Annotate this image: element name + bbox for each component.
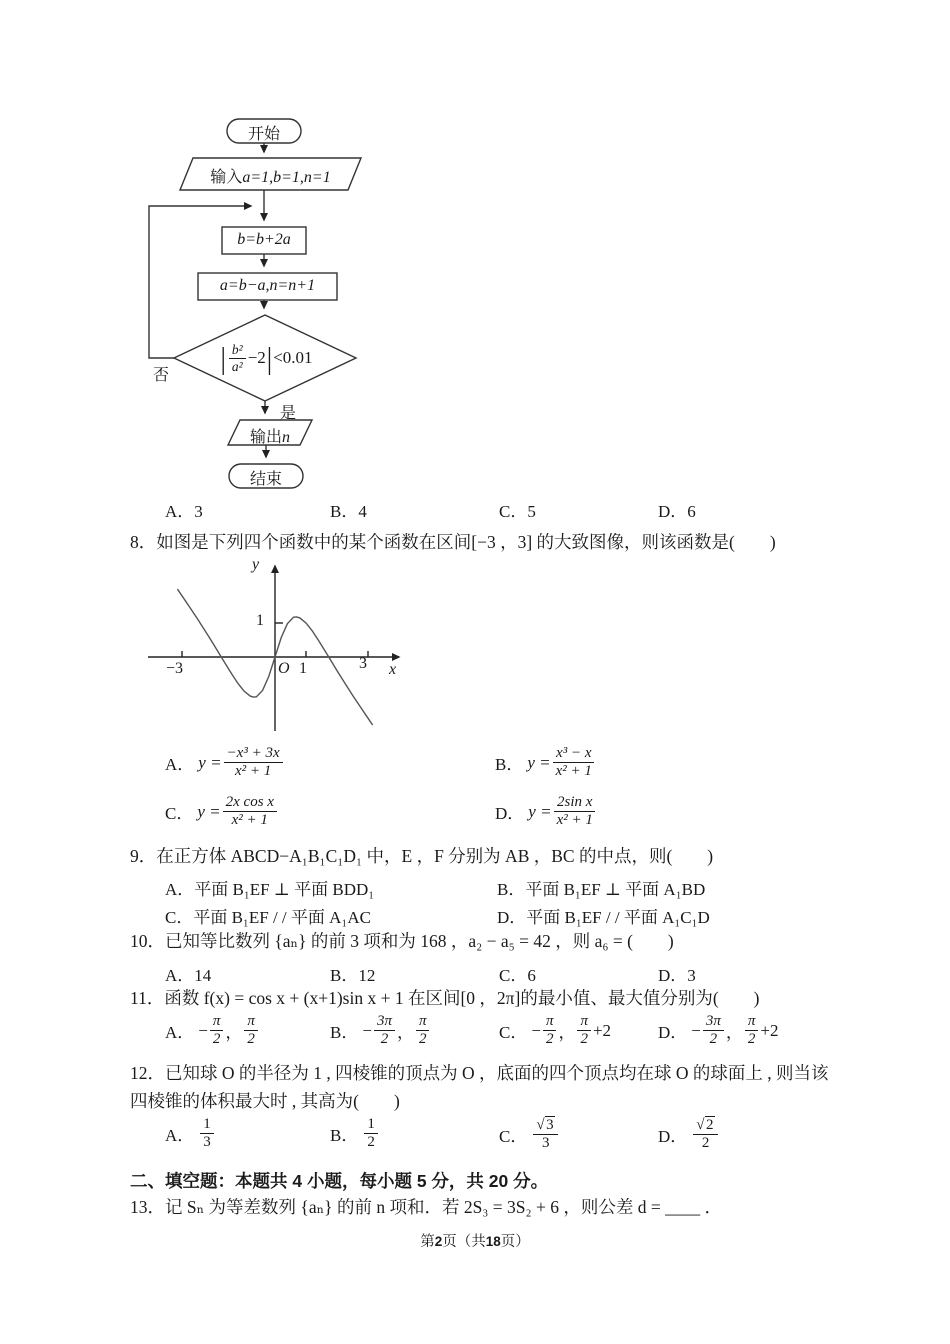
q11-c-den2: 2 bbox=[580, 1031, 588, 1048]
q13-stem: 13．记 Sₙ 为等差数列 {aₙ} 的前 n 项和．若 2S₃ = 3S₂ + 6 ，则公差 d = ____ ． bbox=[130, 1197, 722, 1217]
q11-d-num1: 3π bbox=[703, 1013, 724, 1031]
q12-c-radicand: 3 bbox=[546, 1117, 554, 1133]
q12-d-radicand: 2 bbox=[706, 1117, 714, 1133]
section2-title: 二、填空题：本题共 4 小题，每小题 5 分，共 20 分。 bbox=[130, 1171, 549, 1191]
q11-c-num1: π bbox=[543, 1013, 557, 1031]
q8-option-c bbox=[165, 794, 279, 830]
q7-option-a: A．3 bbox=[165, 502, 203, 521]
q10-option-c: C．6 bbox=[499, 966, 536, 985]
q9-option-c: C．平面 B₁EF / / 平面 A₁AC bbox=[165, 908, 371, 927]
q9-option-a: A．平面 B₁EF ⊥ 平面 BDD₁ bbox=[165, 880, 375, 899]
flowchart-step1-label: b=b+2a bbox=[237, 231, 291, 248]
cond-numerator: b² bbox=[229, 342, 246, 359]
abs-bar-right: | bbox=[266, 340, 273, 375]
q12-option-b-label: B． bbox=[330, 1126, 359, 1146]
q11-b-den2: 2 bbox=[418, 1031, 427, 1048]
q12-c-radical-sign: √ bbox=[536, 1117, 545, 1133]
q11-option-d-suffix: +2 bbox=[760, 1020, 779, 1040]
q8-option-a-den: x² + 1 bbox=[234, 763, 272, 780]
output-prefix: 输出 bbox=[249, 429, 282, 446]
q11-option-a-sign: − bbox=[198, 1020, 208, 1040]
q11-option-b-sign: − bbox=[362, 1020, 372, 1040]
q8-option-a-num: −x³ + 3x bbox=[224, 745, 283, 763]
q10-option-b: B．12 bbox=[330, 966, 376, 985]
q8-option-d bbox=[495, 794, 598, 830]
flowchart-condition bbox=[190, 334, 342, 382]
q12-stem-line2: 四棱锥的体积最大时 , 其高为( ) bbox=[130, 1091, 400, 1111]
q8-function-curve bbox=[177, 589, 372, 725]
q11-option-c-comma: ， bbox=[558, 1023, 576, 1043]
q11-option-c bbox=[499, 1013, 611, 1049]
q11-d-den2: 2 bbox=[747, 1031, 756, 1048]
q7-option-b: B．4 bbox=[330, 502, 367, 521]
q11-d-num2: π bbox=[745, 1013, 759, 1031]
flowchart-no-label: 否 bbox=[153, 367, 170, 384]
q7-option-d: D．6 bbox=[658, 502, 696, 521]
q11-stem: 11．函数 f(x) = cos x + (x+1)sin x + 1 在区间[0 ，2π]的最小值、最大值分别为( ) bbox=[130, 988, 760, 1008]
q10-option-d: D．3 bbox=[658, 966, 696, 985]
q8-option-b bbox=[495, 745, 597, 781]
q11-b-num2: π bbox=[416, 1013, 430, 1031]
q11-option-d-label: D． bbox=[658, 1023, 688, 1043]
output-math: n bbox=[282, 429, 290, 446]
q11-option-b bbox=[330, 1013, 431, 1049]
q11-c-den1: 2 bbox=[545, 1031, 554, 1048]
q8-stem: 8．如图是下列四个函数中的某个函数在区间[−3 ，3] 的大致图像，则该函数是( ) bbox=[130, 532, 776, 552]
q11-option-a bbox=[165, 1013, 260, 1049]
q11-option-d-sign: − bbox=[691, 1020, 701, 1040]
graph-tick-label-1: 1 bbox=[299, 660, 307, 677]
q8-option-b-den: x² + 1 bbox=[555, 763, 592, 780]
q11-option-a-comma: ， bbox=[225, 1023, 243, 1043]
q11-option-d-comma: ， bbox=[725, 1023, 743, 1043]
footer-text-2: 页（共 bbox=[442, 1234, 486, 1250]
q12-b-den: 2 bbox=[367, 1134, 375, 1151]
flowchart-step2-label: a=b−a,n=n+1 bbox=[219, 277, 316, 294]
q8-option-a-pre: y = bbox=[198, 752, 222, 772]
q11-option-a-label: A． bbox=[165, 1023, 195, 1043]
flowchart-output-label bbox=[228, 424, 312, 447]
q8-option-d-num: 2sin x bbox=[554, 794, 595, 812]
graph-tick-label-minus3: −3 bbox=[166, 660, 184, 677]
q11-b-num1: 3π bbox=[374, 1013, 395, 1031]
q8-option-d-pre: y = bbox=[528, 801, 552, 821]
q7-option-c: C．5 bbox=[499, 502, 536, 521]
cond-denominator: a² bbox=[231, 358, 243, 374]
q11-option-b-comma: ， bbox=[396, 1023, 414, 1043]
q12-option-c-label: C． bbox=[499, 1126, 528, 1146]
q11-option-c-sign: − bbox=[531, 1020, 541, 1040]
q12-stem-line1: 12．已知球 O 的半径为 1 , 四棱锥的顶点为 O ，底面的四个顶点均在球 O 的球面上 , 则当该 bbox=[130, 1063, 829, 1083]
q12-d-den: 2 bbox=[701, 1135, 710, 1152]
q9-option-d: D．平面 B₁EF / / 平面 A₁C₁D bbox=[497, 908, 710, 927]
q8-option-d-den: x² + 1 bbox=[556, 812, 593, 829]
q8-graph-axes bbox=[148, 566, 399, 731]
q8-option-b-pre: y = bbox=[527, 752, 551, 772]
q12-option-d bbox=[658, 1116, 720, 1153]
q9-option-b: B．平面 B₁EF ⊥ 平面 A₁BD bbox=[497, 880, 706, 899]
graph-tick-label-y1: 1 bbox=[256, 612, 264, 629]
abs-bar-left: | bbox=[220, 340, 226, 375]
q11-option-d bbox=[658, 1013, 779, 1049]
q12-option-d-label: D． bbox=[658, 1126, 688, 1146]
q11-d-den1: 2 bbox=[709, 1031, 718, 1048]
q12-b-num: 1 bbox=[367, 1116, 375, 1132]
footer-page-number: 2 bbox=[434, 1234, 443, 1249]
q11-c-num2: π bbox=[577, 1013, 591, 1031]
q12-option-c bbox=[499, 1116, 560, 1153]
q10-option-a: A．14 bbox=[165, 966, 212, 985]
footer-total-pages: 18 bbox=[485, 1234, 501, 1249]
q12-option-a bbox=[165, 1116, 216, 1152]
input-math: a=1,b=1,n=1 bbox=[242, 169, 331, 186]
q8-option-a-label: A． bbox=[165, 755, 195, 775]
cond-minus-two: −2 bbox=[247, 348, 266, 367]
q8-option-d-label: D． bbox=[495, 804, 525, 824]
q11-a-den2: 2 bbox=[247, 1031, 255, 1048]
footer-text-1: 第 bbox=[420, 1234, 435, 1250]
q12-c-den: 3 bbox=[541, 1135, 550, 1152]
q8-option-c-pre: y = bbox=[197, 801, 221, 821]
q12-d-radical-sign: √ bbox=[696, 1117, 705, 1133]
q12-a-num: 1 bbox=[203, 1116, 211, 1132]
q12-a-den: 3 bbox=[203, 1134, 211, 1151]
input-prefix: 输入 bbox=[210, 169, 243, 186]
flowchart-yes-label: 是 bbox=[280, 405, 297, 422]
graph-x-axis-label: x bbox=[389, 661, 397, 678]
q8-option-b-label: B． bbox=[495, 755, 524, 775]
q11-a-num1: π bbox=[210, 1013, 224, 1031]
q11-option-b-label: B． bbox=[330, 1023, 359, 1043]
q12-option-a-label: A． bbox=[165, 1126, 195, 1146]
q10-stem: 10．已知等比数列 {aₙ} 的前 3 项和为 168 ，a₂ − a₅ = 42 ，则 a₆ = ( ) bbox=[130, 931, 674, 951]
q8-option-c-den: x² + 1 bbox=[231, 812, 268, 829]
cond-comparison: <0.01 bbox=[273, 348, 313, 367]
q11-option-c-label: C． bbox=[499, 1023, 528, 1043]
q12-option-b bbox=[330, 1116, 380, 1152]
flowchart-start-label: 开始 bbox=[247, 126, 280, 143]
graph-tick-label-3: 3 bbox=[359, 655, 367, 672]
q9-stem: 9．在正方体 ABCD−A₁B₁C₁D₁ 中，E ，F 分别为 AB ，BC 的中点，则( ) bbox=[130, 846, 714, 866]
flowchart-end-label: 结束 bbox=[249, 471, 282, 488]
q8-option-a bbox=[165, 745, 285, 781]
footer-text-3: 页） bbox=[500, 1234, 530, 1250]
q11-a-num2: π bbox=[244, 1013, 258, 1031]
page-footer bbox=[0, 1230, 950, 1251]
q11-a-den1: 2 bbox=[212, 1031, 221, 1048]
q8-option-c-label: C． bbox=[165, 804, 194, 824]
graph-origin-label: O bbox=[278, 660, 290, 677]
q8-option-c-num: 2x cos x bbox=[223, 794, 277, 812]
q11-b-den1: 2 bbox=[380, 1031, 389, 1048]
graph-y-axis-label: y bbox=[252, 556, 260, 573]
q8-option-b-num: x³ − x bbox=[553, 745, 594, 763]
flowchart-input-label bbox=[183, 164, 358, 187]
q11-option-c-suffix: +2 bbox=[592, 1020, 612, 1040]
